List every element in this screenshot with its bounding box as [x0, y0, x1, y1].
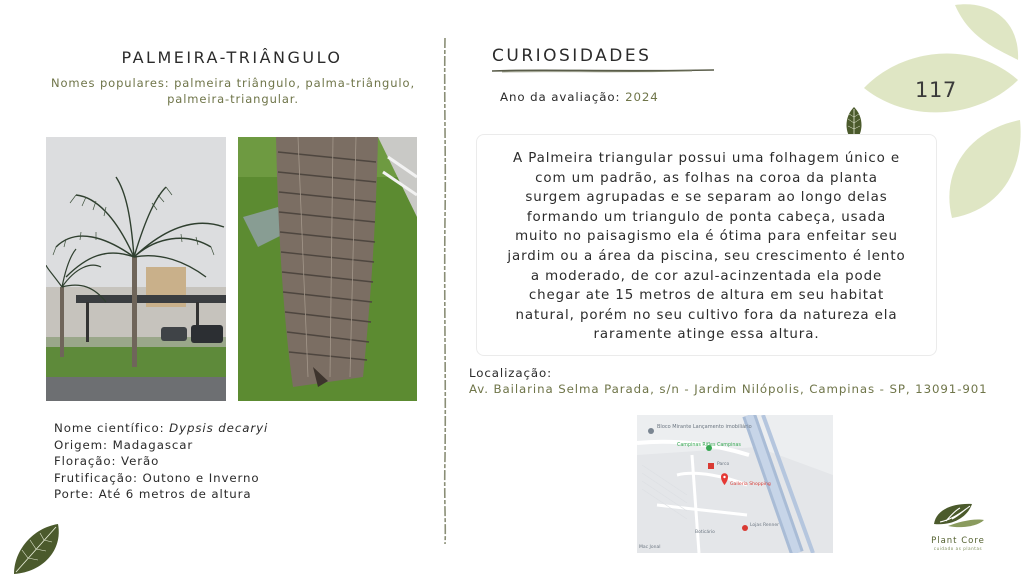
location-address: Av. Bailarina Selma Parada, s/n - Jardim Nilópolis, Campinas - SP, 13091-901	[469, 382, 988, 396]
evaluation-year: Ano da avaliação: 2024	[500, 90, 659, 104]
map-label: Campinas Rifles Campinas	[677, 443, 741, 448]
map-label: Parco	[717, 462, 730, 467]
map-label: Galleria Shopping	[730, 482, 771, 487]
leaf-icon	[8, 520, 64, 576]
scientific-name: Dypsis decaryi	[169, 421, 269, 435]
palm-tree-photo	[46, 137, 226, 401]
map-label: Boticário	[695, 530, 715, 535]
plant-facts	[54, 420, 268, 503]
origin-row: Origem: Madagascar	[54, 437, 194, 452]
flowering-row: Floração: Verão	[54, 454, 160, 469]
leaf-logo-icon	[930, 500, 986, 530]
palm-trunk-photo	[238, 137, 417, 401]
popular-names: Nomes populares: palmeira triângulo, palma-triângulo, palmeira-triangular.	[50, 76, 416, 106]
map-label: Bloco Mirante Lançamento imobiliário	[657, 424, 752, 430]
page-number: 117	[915, 78, 957, 102]
map-label: Lojas Renner	[750, 523, 779, 528]
location-label: Localização:	[469, 366, 552, 380]
brand-name: Plant Core	[931, 536, 985, 546]
map-label: Mac Jonal	[639, 545, 661, 550]
scientific-name-row: Nome científico: Dypsis decaryi	[54, 421, 269, 435]
description-text: A Palmeira triangular possui uma folhagem único e com um padrão, as folhas na coroa da planta surgem agrupadas e se separam ao longo delas formando um triangulo de ponta cabeça, usada muito no paisagismo ela é ótima para enfeitar seu jardim ou a área da piscina, seu crescimento é lento a moderado, de cor azul-acinzentada ela pode chegar ate 15 metros de altura em seu habitat natural, porém no seu cultivo fora da natureza ela raramente atinge essa altura.	[507, 151, 906, 343]
fruiting-row: Frutificação: Outono e Inverno	[54, 470, 260, 485]
plant-title: PALMEIRA-TRIÂNGULO	[121, 48, 343, 67]
size-row: Porte: Até 6 metros de altura	[54, 487, 252, 502]
description-box	[476, 134, 937, 356]
section-title: CURIOSIDADES	[492, 46, 652, 66]
brand-logo	[922, 500, 994, 551]
title-underline	[492, 68, 714, 74]
brand-tagline: cuidado as plantas	[933, 546, 983, 551]
column-divider	[442, 38, 448, 544]
location-map[interactable]	[637, 415, 833, 553]
